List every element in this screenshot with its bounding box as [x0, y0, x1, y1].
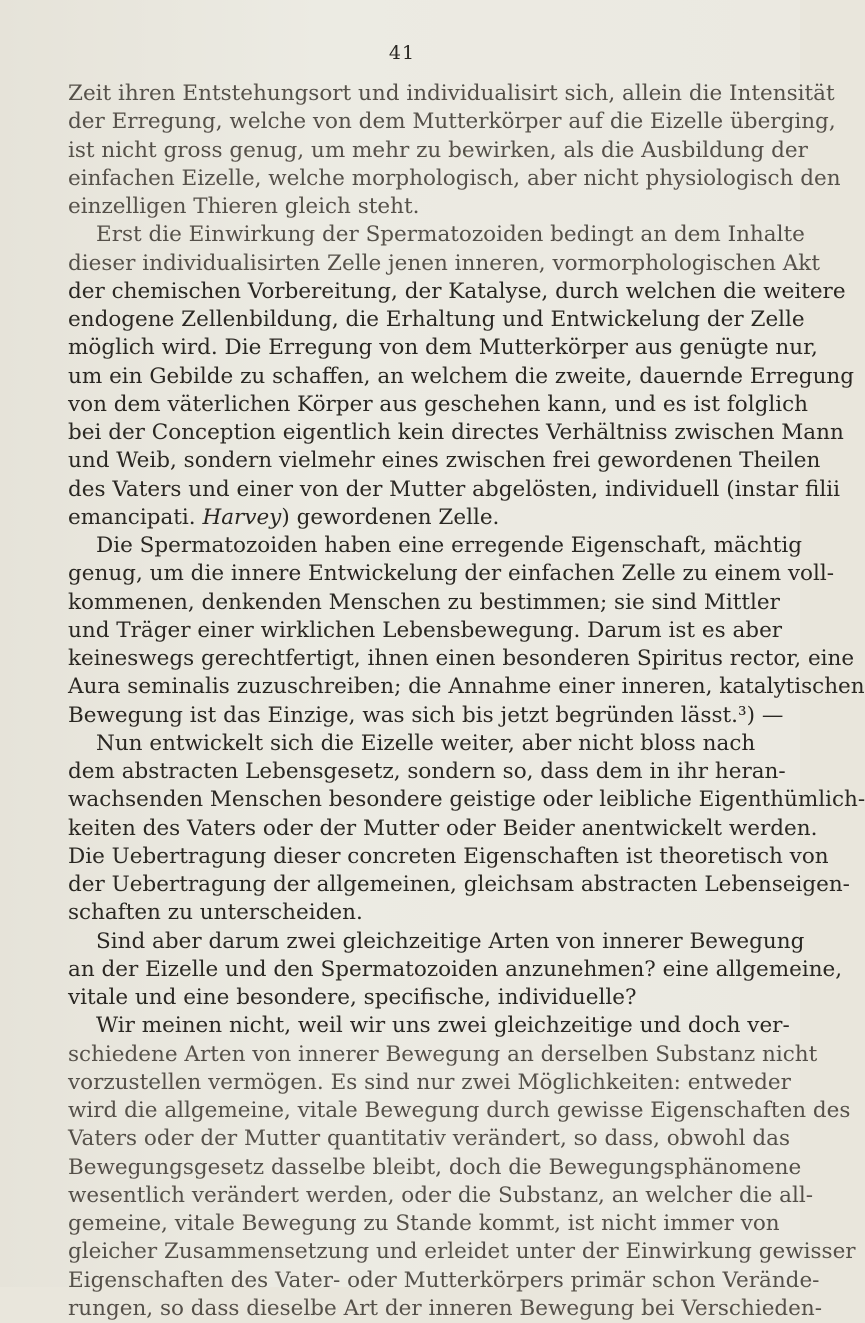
- text-line: und Weib, sondern vielmehr eines zwischen frei gewordenen Theilen: [68, 448, 821, 474]
- text-line: kommenen, denkenden Menschen zu bestimmen; sie sind Mittler: [68, 589, 780, 615]
- text-line: Bewegungsgesetz dasselbe bleibt, doch die Bewegungsphänomene: [68, 1154, 802, 1180]
- text-line: vitale und eine besondere, specifische, individuelle?: [68, 985, 637, 1010]
- text-line: der Uebertragung der allgemeinen, gleichsam abstracten Lebenseigen-: [68, 872, 850, 897]
- text-line: des Vaters und einer von der Mutter abgelösten, individuell (instar filii: [68, 476, 840, 502]
- text-line: keineswegs gerechtfertigt, ihnen einen besonderen Spiritus rector, eine: [68, 646, 855, 671]
- text-line: dieser individualisirten Zelle jenen inneren, vormorphologischen Akt: [68, 250, 820, 276]
- text-line: gleicher Zusammensetzung und erleidet unter der Einwirkung gewisser: [68, 1239, 856, 1265]
- text-line: Die Uebertragung dieser concreten Eigenschaften ist theoretisch von: [68, 843, 829, 869]
- text-line: dem abstracten Lebensgesetz, sondern so, dass dem in ihr heran-: [68, 759, 786, 784]
- text-line: Wir meinen nicht, weil wir uns zwei gleichzeitige und doch ver-: [96, 1013, 790, 1039]
- text-line: endogene Zellenbildung, die Erhaltung und Entwickelung der Zelle: [68, 307, 805, 332]
- text-line: Die Spermatozoiden haben eine erregende Eigenschaft, mächtig: [96, 533, 803, 558]
- text-line: genug, um die innere Entwickelung der einfachen Zelle zu einem voll-: [68, 561, 835, 587]
- text-line: ist nicht gross genug, um mehr zu bewirken, als die Ausbildung der: [68, 137, 808, 163]
- text-line: Erst die Einwirkung der Spermatozoiden bedingt an dem Inhalte: [96, 222, 805, 248]
- text-line: um ein Gebilde zu schaffen, an welchem die zweite, dauernde Erregung: [68, 363, 855, 389]
- body-text: [68, 80, 865, 1323]
- text-line: Sind aber darum zwei gleichzeitige Arten von innerer Bewegung: [96, 928, 805, 954]
- text-line: bei der Conception eigentlich kein directes Verhältniss zwischen Mann: [68, 420, 844, 445]
- text-line: vorzustellen vermögen. Es sind nur zwei Möglichkeiten: entweder: [68, 1069, 791, 1095]
- text-line: möglich wird. Die Erregung von dem Mutterkörper aus genügte nur,: [68, 335, 818, 361]
- text-line: schiedene Arten von innerer Bewegung an derselben Substanz nicht: [68, 1041, 818, 1067]
- text-line: an der Eizelle und den Spermatozoiden anzunehmen? eine allgemeine,: [68, 956, 843, 982]
- text-line: Vaters oder der Mutter quantitativ verändert, so dass, obwohl das: [68, 1126, 790, 1152]
- text-line: emancipati. Harvey) gewordenen Zelle.: [68, 504, 500, 530]
- page-number: 41: [388, 42, 416, 64]
- text-line: wird die allgemeine, vitale Bewegung durch gewisse Eigenschaften des: [68, 1098, 851, 1123]
- text-line: und Träger einer wirklichen Lebensbewegung. Darum ist es aber: [68, 617, 783, 643]
- text-line: schaften zu unterscheiden.: [68, 900, 363, 926]
- text-line: keiten des Vaters oder der Mutter oder Beider anentwickelt werden.: [68, 815, 818, 841]
- text-line: wesentlich verändert werden, oder die Substanz, an welcher die all-: [68, 1182, 813, 1208]
- text-line: Nun entwickelt sich die Eizelle weiter, aber nicht bloss nach: [96, 730, 756, 756]
- text-line: einfachen Eizelle, welche morphologisch, aber nicht physiologisch den: [68, 165, 841, 191]
- text-line: gemeine, vitale Bewegung zu Stande kommt, ist nicht immer von: [68, 1211, 780, 1236]
- text-line: Zeit ihren Entstehungsort und individualisirt sich, allein die Intensität: [68, 81, 835, 106]
- text-line: Eigenschaften des Vater- oder Mutterkörpers primär schon Verände-: [68, 1267, 820, 1293]
- text-line: von dem väterlichen Körper aus geschehen kann, und es ist folglich: [68, 391, 809, 417]
- text-line: rungen, so dass dieselbe Art der inneren Bewegung bei Verschieden-: [68, 1295, 823, 1321]
- text-line: Bewegung ist das Einzige, was sich bis jetzt begründen lässt.³) —: [68, 702, 784, 728]
- text-line: Aura seminalis zuzuschreiben; die Annahme einer inneren, katalytischen: [68, 674, 865, 700]
- cited-name: Harvey: [202, 504, 282, 530]
- text-line: der chemischen Vorbereitung, der Katalyse, durch welchen die weitere: [68, 278, 846, 304]
- text-line: wachsenden Menschen besondere geistige oder leibliche Eigenthümlich-: [68, 787, 865, 813]
- text-line: der Erregung, welche von dem Mutterkörper auf die Eizelle überging,: [68, 109, 836, 135]
- text-line: einzelligen Thieren gleich steht.: [68, 194, 420, 219]
